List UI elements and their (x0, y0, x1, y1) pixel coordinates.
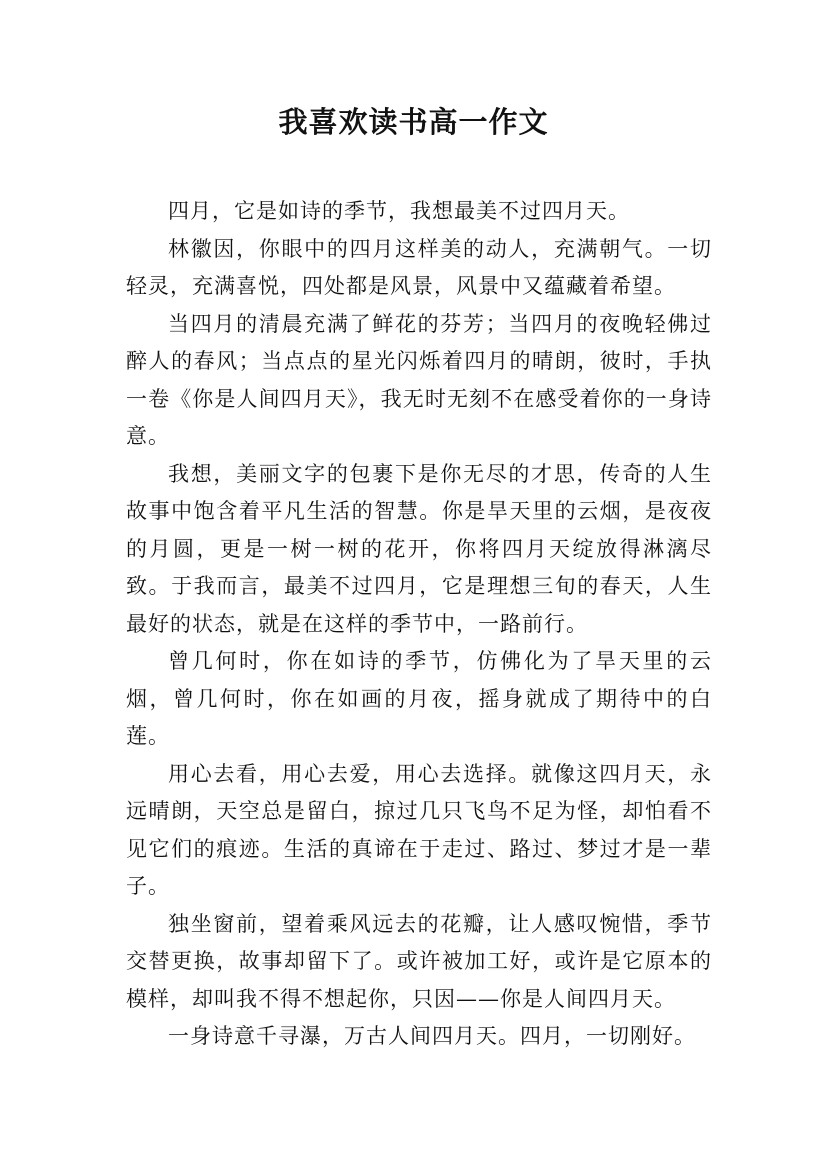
paragraph-6: 用心去看，用心去爱，用心去选择。就像这四月天，永远晴朗，天空总是留白，掠过几只飞鸟不足为怪，却怕看不见它们的痕迹。生活的真谛在于走过、路过、梦过才是一辈子。 (126, 761, 712, 898)
paragraph-7: 独坐窗前，望着乘风远去的花瓣，让人感叹惋惜，季节交替更换，故事却留下了。或许被加工好，或许是它原本的模样，却叫我不得不想起你，只因——你是人间四月天。 (126, 911, 712, 1011)
paragraph-8: 一身诗意千寻瀑，万古人间四月天。四月，一切刚好。 (168, 1024, 696, 1048)
paragraph-4: 我想，美丽文字的包裹下是你无尽的才思，传奇的人生故事中饱含着平凡生活的智慧。你是旱天里的云烟，是夜夜的月圆，更是一树一树的花开，你将四月天绽放得淋漓尽致。于我而言，最美不过四月，它是理想三旬的春天，人生最好的状态，就是在这样的季节中，一路前行。 (126, 461, 712, 636)
paragraph-5: 曾几何时，你在如诗的季节，仿佛化为了旱天里的云烟，曾几何时，你在如画的月夜，摇身就成了期待中的白莲。 (126, 649, 712, 748)
paragraph-1: 四月，它是如诗的季节，我想最美不过四月天。 (168, 199, 630, 223)
paragraph-3: 当四月的清晨充满了鲜花的芬芳；当四月的夜晚轻佛过醉人的春风；当点点的星光闪烁着四月的晴朗，彼时，手执一卷《你是人间四月天》，我无时无刻不在感受着你的一身诗意。 (126, 311, 712, 448)
document-title: 我喜欢读书高一作文 (278, 105, 549, 139)
paragraph-2: 林徽因，你眼中的四月这样美的动人，充满朝气。一切轻灵，充满喜悦，四处都是风景，风景中又蕴藏着希望。 (126, 236, 712, 298)
document-body (126, 193, 712, 1056)
